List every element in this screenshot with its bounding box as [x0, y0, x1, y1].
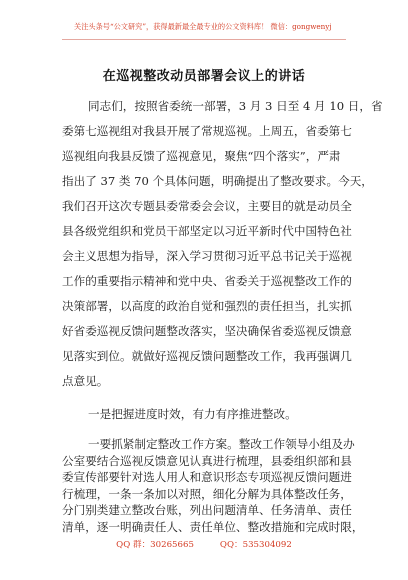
footer-contact — [0, 538, 408, 550]
text-line: 一是把握进度时效，有力有序推进整改。 — [88, 407, 297, 421]
text-line: 点意见。 — [62, 374, 109, 388]
footer-qq-group: QQ 群：30265665 — [116, 540, 194, 550]
text-line: 同志们，按照省委统一部署，3 月 3 日至 4 月 10 日，省 — [88, 99, 383, 113]
document-title: 在巡视整改动员部署会议上的讲话 — [102, 69, 306, 84]
header-banner: 关注头条号“公文研究”，获得最新最全最专业的公文资料库！ 微信：gongwenyj — [74, 22, 332, 31]
footer-qq-contact: QQ：535304092 — [219, 540, 292, 550]
text-line: 县各级党组织和党员干部坚定以习近平新时代中国特色社 — [62, 224, 352, 238]
text-line: 我们召开这次专题县委常委会会议，主要目的就是动员全 — [62, 199, 352, 213]
text-line: 好省委巡视反馈问题整改落实，坚决确保省委巡视反馈意 — [62, 324, 352, 338]
text-line: 指出了 37 类 70 个具体问题，明确提出了整改要求。今天， — [62, 174, 373, 188]
text-line: 决策部署，以高度的政治自觉和强烈的责任担当，扎实抓 — [62, 299, 352, 313]
text-line: 行梳理，一条一条加以对照，细化分解为具体整改任务， — [62, 486, 352, 501]
text-line: 委宣传部要针对选人用人和意识形态专项巡视反馈问题进 — [62, 470, 352, 485]
text-line: 见落实到位。就做好巡视反馈问题整改工作，我再强调几 — [62, 349, 352, 363]
text-line: 工作的重要指示精神和党中央、省委关于巡视整改工作的 — [62, 274, 352, 288]
header-divider — [62, 39, 346, 40]
text-line: 一要抓紧制定整改工作方案。整改工作领导小组及办 — [88, 437, 355, 451]
text-line: 公室要结合巡视反馈意见认真进行梳理，县委组织部和县 — [62, 453, 352, 468]
text-line: 委第七巡视组对我县开展了常规巡视。上周五，省委第七 — [62, 124, 352, 138]
text-line: 巡视组向我县反馈了巡视意见，聚焦“四个落实”，严肃 — [62, 149, 341, 163]
text-line: 分门别类建立整改台账，列出问题清单、任务清单、责任 — [62, 503, 352, 518]
text-line: 会主义思想为指导，深入学习贯彻习近平总书记关于巡视 — [62, 249, 352, 263]
text-line: 清单，逐一明确责任人、责任单位、整改措施和完成时限， — [62, 520, 364, 534]
